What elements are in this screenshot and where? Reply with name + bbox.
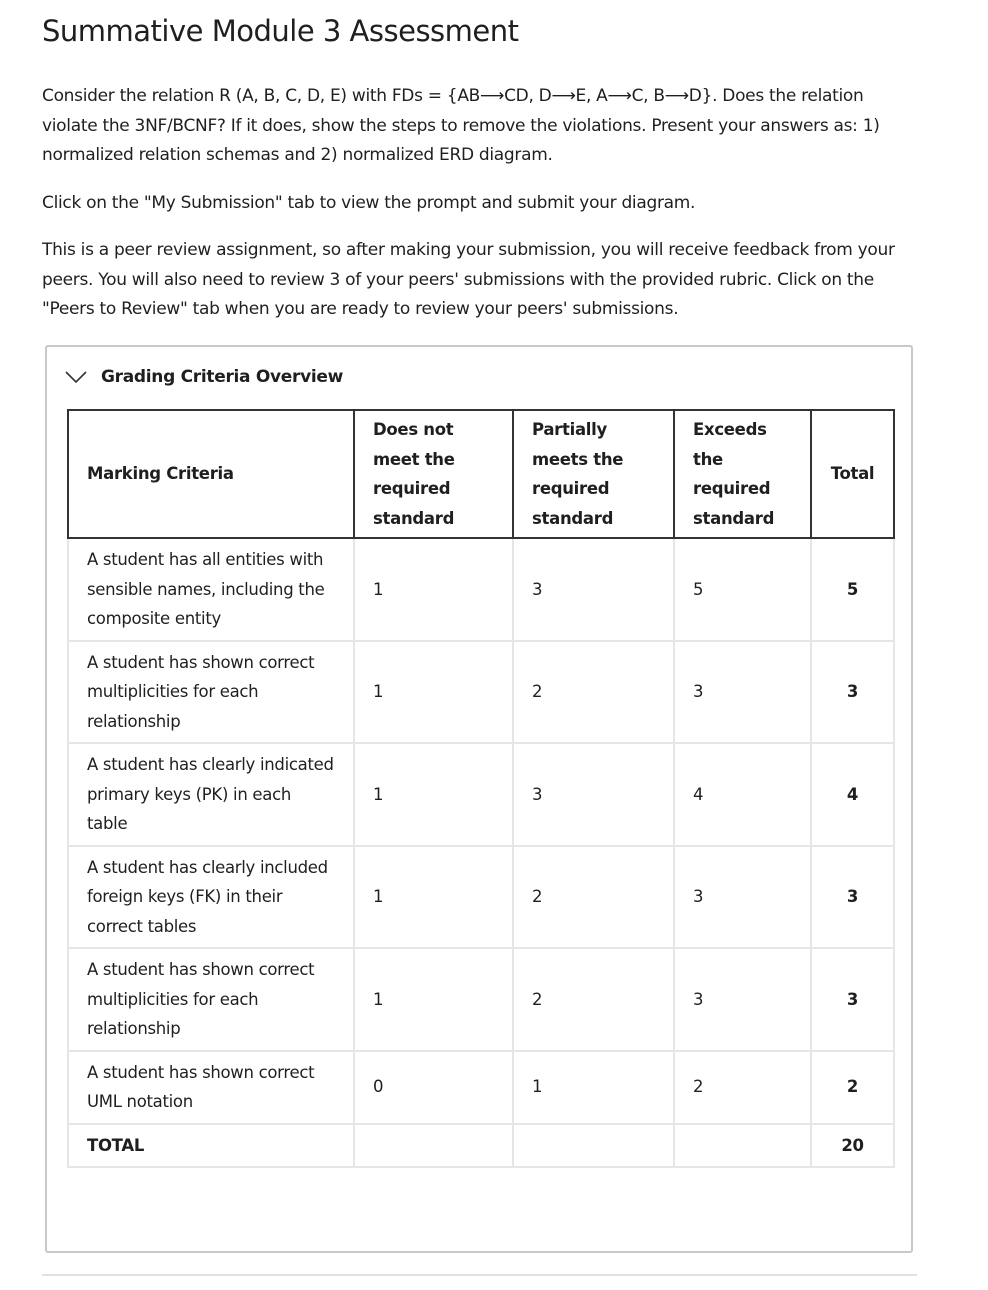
exceeds-score: 2 — [674, 1051, 811, 1124]
exceeds-score: 3 — [674, 948, 811, 1051]
row-total: 5 — [811, 538, 894, 641]
does-not-meet-score: 0 — [354, 1051, 513, 1124]
chevron-down-icon — [65, 370, 87, 384]
partially-meets-score: 3 — [513, 538, 674, 641]
row-total: 3 — [811, 641, 894, 744]
partially-meets-score: 2 — [513, 641, 674, 744]
partially-meets-score: 1 — [513, 1051, 674, 1124]
rubric-table — [67, 409, 895, 1168]
submission-instructions: Click on the "My Submission" tab to view the prompt and submit your diagram. — [42, 192, 696, 213]
assignment-description — [42, 82, 922, 343]
empty-cell — [354, 1124, 513, 1168]
partially-meets-score: 2 — [513, 846, 674, 949]
empty-cell — [674, 1124, 811, 1168]
header-does-not-meet: Does not meet the required standard — [354, 410, 513, 538]
criteria-cell: A student has clearly indicated primary keys (PK) in each table — [68, 743, 354, 846]
does-not-meet-score: 1 — [354, 743, 513, 846]
table-row — [68, 948, 894, 1051]
grading-criteria-panel — [45, 345, 913, 1253]
question-paragraph: Consider the relation R (A, B, C, D, E) with FDs = {AB⟶CD, D⟶E, A⟶C, B⟶D}. Does the relation violate the 3NF/BCNF? If it does, show the steps to remove the violations. Present your answers as: 1) normalized relation schemas and 2) normalized ERD diagram. — [42, 86, 880, 165]
header-marking-criteria: Marking Criteria — [68, 410, 354, 538]
table-row — [68, 743, 894, 846]
divider — [42, 1274, 917, 1276]
table-row — [68, 641, 894, 744]
total-label: TOTAL — [68, 1124, 354, 1168]
table-row — [68, 1051, 894, 1124]
rubric-header-row — [68, 410, 894, 538]
grading-criteria-toggle[interactable] — [65, 367, 343, 387]
table-row — [68, 846, 894, 949]
does-not-meet-score: 1 — [354, 948, 513, 1051]
header-partially-meets: Partially meets the required standard — [513, 410, 674, 538]
table-row — [68, 538, 894, 641]
exceeds-score: 5 — [674, 538, 811, 641]
grand-total: 20 — [811, 1124, 894, 1168]
exceeds-score: 4 — [674, 743, 811, 846]
header-exceeds: Exceeds the required standard — [674, 410, 811, 538]
does-not-meet-score: 1 — [354, 641, 513, 744]
page-title: Summative Module 3 Assessment — [42, 14, 519, 48]
criteria-cell: A student has shown correct multiplicities for each relationship — [68, 641, 354, 744]
partially-meets-score: 3 — [513, 743, 674, 846]
row-total: 3 — [811, 846, 894, 949]
does-not-meet-score: 1 — [354, 846, 513, 949]
row-total: 3 — [811, 948, 894, 1051]
criteria-cell: A student has all entities with sensible names, including the composite entity — [68, 538, 354, 641]
grading-criteria-title: Grading Criteria Overview — [101, 367, 344, 387]
exceeds-score: 3 — [674, 846, 811, 949]
criteria-cell: A student has clearly included foreign keys (FK) in their correct tables — [68, 846, 354, 949]
header-total: Total — [811, 410, 894, 538]
exceeds-score: 3 — [674, 641, 811, 744]
does-not-meet-score: 1 — [354, 538, 513, 641]
row-total: 2 — [811, 1051, 894, 1124]
row-total: 4 — [811, 743, 894, 846]
total-row — [68, 1124, 894, 1168]
empty-cell — [513, 1124, 674, 1168]
criteria-cell: A student has shown correct UML notation — [68, 1051, 354, 1124]
criteria-cell: A student has shown correct multiplicities for each relationship — [68, 948, 354, 1051]
peer-review-instructions: This is a peer review assignment, so after making your submission, you will receive feedback from your peers. You will also need to review 3 of your peers' submissions with the provided rubric. Click on the "Peers to Review" tab when you are ready to review your peers' submissions. — [42, 240, 895, 319]
partially-meets-score: 2 — [513, 948, 674, 1051]
